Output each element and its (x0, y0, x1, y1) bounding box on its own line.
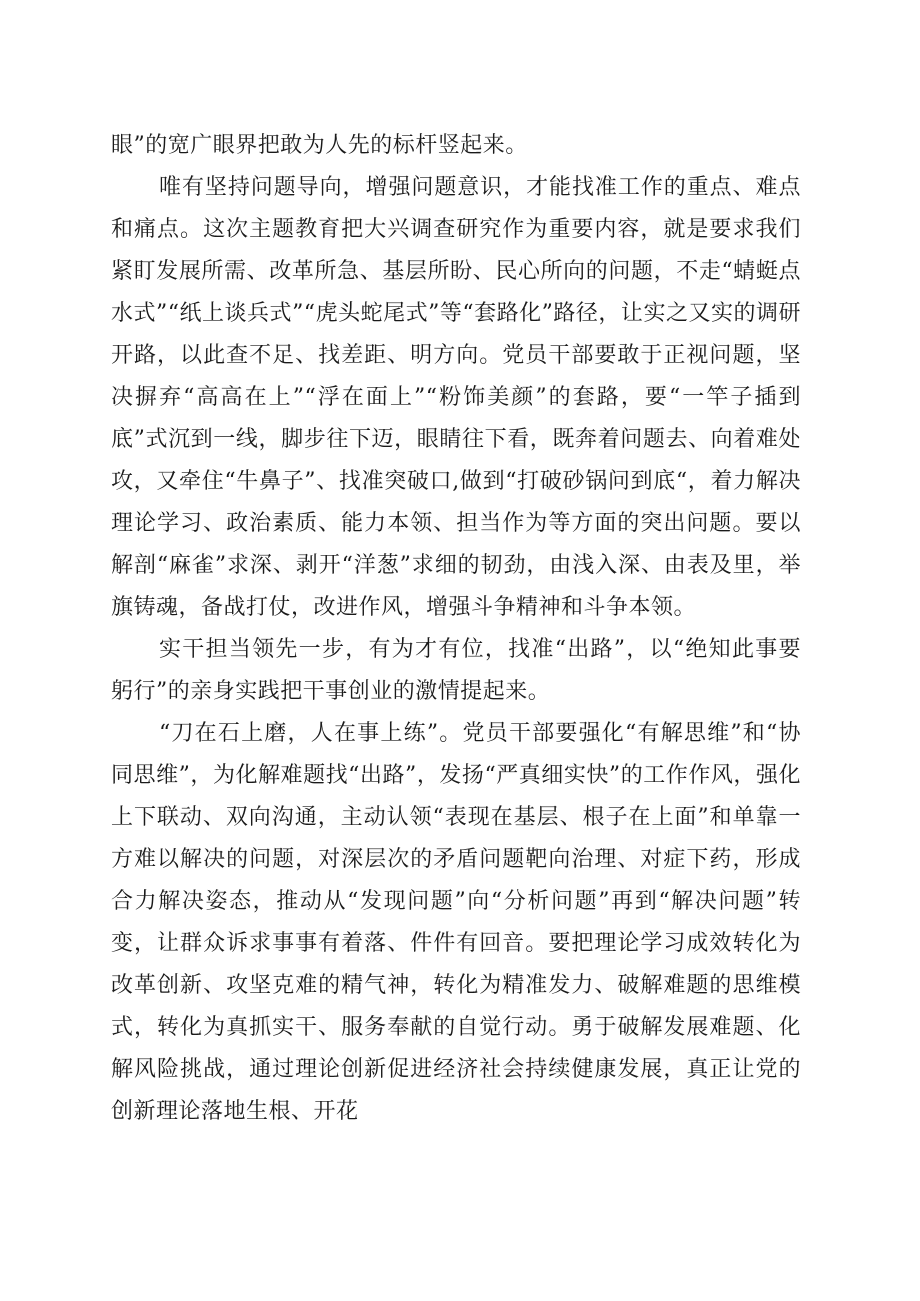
paragraph-practical-action: 实干担当领先一步，有为才有位，找准“出路”，以“绝知此事要躬行”的亲身实践把干事创业的激情提起来。 (111, 637, 801, 704)
paragraph-continuation: 眼”的宽广眼界把敢为人先的标杆竖起来。 (111, 133, 528, 158)
document-body (111, 125, 801, 1133)
paragraph-solution-thinking: “刀在石上磨，人在事上练”。党员干部要强化“有解思维”和“协同思维”，为化解难题找“出路”，发扬“严真细实快”的工作作风，强化上下联动、双向沟通，主动认领“表现在基层、根子在上面”和单靠一方难以解决的问题，对深层次的矛盾问题靶向治理、对症下药，形成合力解决姿态，推动从“发现问题”向“分析问题”再到“解决问题”转变，让群众诉求事事有着落、件件有回音。要把理论学习成效转化为改革创新、攻坚克难的精气神，转化为精准发力、破解难题的思维模式，转化为真抓实干、服务奉献的自觉行动。勇于破解发展难题、化解风险挑战，通过理论创新促进经济社会持续健康发展，真正让党的创新理论落地生根、开花 (111, 721, 801, 1124)
paragraph-problem-orientation: 唯有坚持问题导向，增强问题意识，才能找准工作的重点、难点和痛点。这次主题教育把大兴调查研究作为重要内容，就是要求我们紧盯发展所需、改革所急、基层所盼、民心所向的问题，不走“蜻蜓点水式”“纸上谈兵式”“虎头蛇尾式”等“套路化”路径，让实之又实的调研开路，以此查不足、找差距、明方向。党员干部要敢于正视问题，坚决摒弃“高高在上”“浮在面上”“粉饰美颜”的套路，要“一竿子插到底”式沉到一线，脚步往下迈，眼睛往下看，既奔着问题去、向着难处攻，又牵住“牛鼻子”、找准突破口,做到“打破砂锅问到底“，着力解决理论学习、政治素质、能力本领、担当作为等方面的突出问题。要以解剖“麻雀”求深、剥开“洋葱”求细的韧劲，由浅入深、由表及里，举旗铸魂，备战打仗，改进作风，增强斗争精神和斗争本领。 (111, 175, 801, 620)
